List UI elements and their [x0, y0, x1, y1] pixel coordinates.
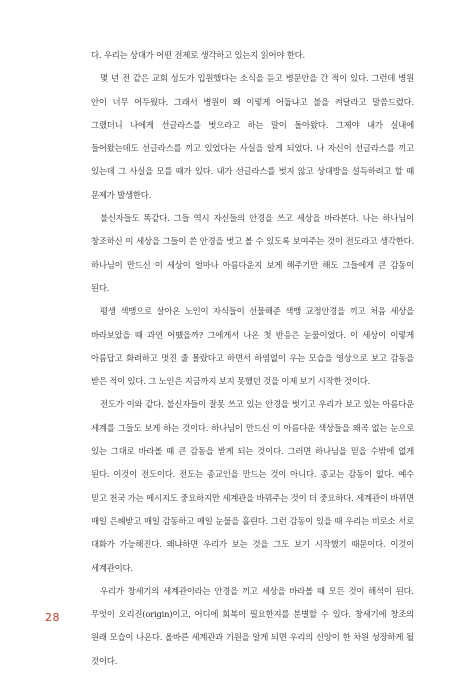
paragraph-3: 불신자들도 똑같다. 그들 역시 자신들의 안경을 쓰고 세상을 바라본다. 나는 하나님이 창조하신 이 세상을 그들이 쓴 안경을 벗고 볼 수 있도록 보여주는 것이 전도라고 생각한다. 하나님이 만드신 이 세상이 얼마나 아름다운지 보게 해주기만 해도 그들에게 큰 감동이 된다. — [91, 213, 414, 293]
paragraph-1: 다. 우리는 상대가 어떤 전제로 생각하고 있는지 읽어야 한다. — [91, 50, 305, 60]
paragraph-4: 평생 색맹으로 살아온 노인이 자식들이 선물해준 색맹 교정안경을 끼고 처음 세상을 바라보았을 때 과연 어땠을까? 그에게서 나온 첫 반응은 눈물이었다. 이 세상이 이렇게 아름답고 화려하고 멋진 줄 몰랐다고 하면서 하염없이 우는 모습을 영상으로 보고 감동을 받은 적이 있다. 그 노인은 지금까지 보지 못했던 것을 이제 보기 시작한 것이다. — [91, 306, 414, 387]
page-body — [91, 44, 414, 673]
paragraph-6: 우리가 창세기의 세계관이라는 안경을 끼고 세상을 바라볼 때 모든 것이 해석이 된다. 무엇이 오리진(origin)이고, 어디에 회복이 필요한지를 분별할 수 있다. 창세기에 창조의 원래 모습이 나온다. 올바른 세계관과 기원을 알게 되면 우리의 신앙이 한 차원 성장하게 될 것이다. — [91, 585, 414, 666]
paragraph-5: 전도가 이와 같다. 불신자들이 잘못 쓰고 있는 안경을 벗기고 우리가 보고 있는 아름다운 세계를 그들도 보게 하는 것이다. 하나님이 만드신 이 아름다운 색상들을 왜곡 없는 눈으로 있는 그대로 바라볼 때 큰 감동을 받게 되는 것이다. 그러면 하나님을 믿을 수밖에 없게 된다. 이것이 전도이다. 전도는 종교인을 만드는 것이 아니다. 종교는 감동이 없다. 예수 믿고 천국 가는 메시지도 중요하지만 세계관을 바꿔주는 것이 더 중요하다. 세계관이 바뀌면 매일 은혜받고 매일 감동하고 매일 눈물을 흘린다. 그런 감동이 있을 때 우리는 비로소 서로 대화가 가능해진다. 왜냐하면 우리가 보는 것을 그도 보기 시작했기 때문이다. 이것이 세계관이다. — [91, 399, 414, 573]
page-number: 28 — [45, 611, 60, 624]
paragraph-2: 몇 년 전 같은 교회 성도가 입원했다는 소식을 듣고 병문안을 간 적이 있다. 그런데 병원 안이 너무 어두웠다. 그래서 병원이 왜 이렇게 어둡냐고 불을 켜달라고 말씀드렸다. 그랬더니 나에게 선글라스를 벗으라고 하는 말이 돌아왔다. 그제야 내가 실내에 들어왔는데도 선글라스를 끼고 있었다는 사실을 알게 되었다. 나 자신이 선글라스를 끼고 있는데 그 사실을 모를 때가 있다. 내가 선글라스를 벗지 않고 상대방을 설득하려고 할 때 문제가 발생한다. — [91, 73, 414, 200]
